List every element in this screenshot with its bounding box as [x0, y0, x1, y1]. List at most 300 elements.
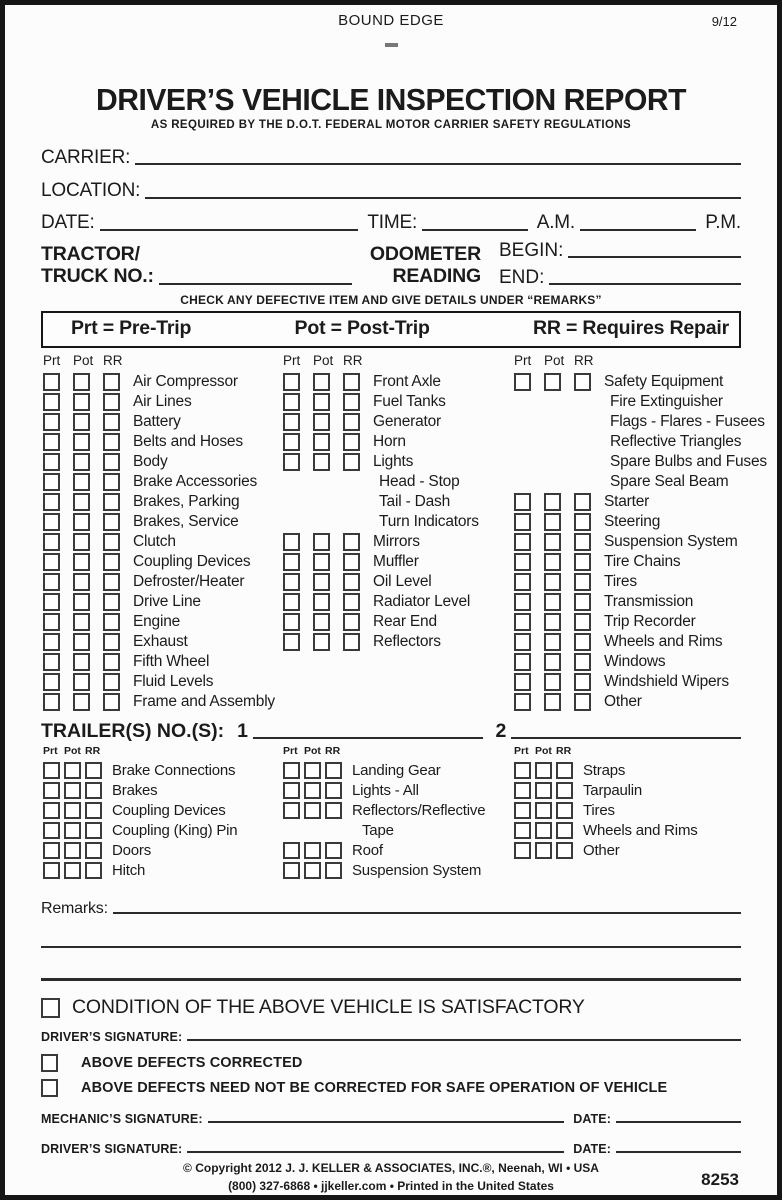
rr-checkbox[interactable]	[556, 802, 573, 819]
pot-checkbox[interactable]	[544, 493, 561, 511]
pot-checkbox[interactable]	[73, 633, 90, 651]
defects-not-needed-label: ABOVE DEFECTS NEED NOT BE CORRECTED FOR SAFE OPERATION OF VEHICLE	[81, 1080, 668, 1097]
trailer-checklist	[41, 745, 741, 881]
item-label: Lights	[373, 453, 414, 471]
rr-checkbox[interactable]	[103, 593, 120, 611]
top-strip	[41, 12, 741, 30]
prt-checkbox[interactable]	[43, 493, 60, 511]
item-label: Battery	[133, 413, 181, 431]
remarks-input-line-3[interactable]	[41, 978, 741, 981]
item-label: Tires	[604, 573, 637, 591]
pot-checkbox[interactable]	[544, 533, 561, 551]
date-input-line[interactable]	[100, 228, 359, 231]
rr-checkbox[interactable]	[103, 513, 120, 531]
checklist-item	[43, 841, 283, 861]
prt-header: Prt	[514, 744, 529, 757]
prt-checkbox[interactable]	[514, 762, 531, 779]
pot-checkbox[interactable]	[313, 453, 330, 471]
pot-header: Pot	[64, 744, 81, 757]
rr-checkbox[interactable]	[103, 373, 120, 391]
item-label: Fifth Wheel	[133, 653, 210, 671]
rr-checkbox[interactable]	[85, 802, 102, 819]
prt-checkbox[interactable]	[43, 613, 60, 631]
time-label: TIME:	[367, 212, 418, 234]
item-label: Air Compressor	[133, 373, 238, 391]
driver-signature-bottom-row	[41, 1142, 741, 1156]
rr-checkbox[interactable]	[325, 782, 342, 799]
rr-checkbox[interactable]	[325, 762, 342, 779]
rr-checkbox[interactable]	[103, 693, 120, 711]
pot-checkbox[interactable]	[313, 413, 330, 431]
prt-checkbox[interactable]	[514, 493, 531, 511]
prt-checkbox[interactable]	[514, 573, 531, 591]
pot-checkbox[interactable]	[313, 393, 330, 411]
pot-checkbox[interactable]	[64, 802, 81, 819]
checklist-subitem	[283, 492, 514, 512]
rr-checkbox[interactable]	[103, 433, 120, 451]
prt-checkbox[interactable]	[514, 593, 531, 611]
rr-checkbox[interactable]	[574, 593, 591, 611]
item-label: Head - Stop	[379, 473, 460, 491]
odometer-label: ODOMETER READING	[369, 243, 481, 288]
rr-checkbox[interactable]	[103, 493, 120, 511]
rr-checkbox[interactable]	[343, 553, 360, 571]
mechanic-signature-label: MECHANIC’S SIGNATURE:	[41, 1112, 203, 1127]
defects-corrected-label: ABOVE DEFECTS CORRECTED	[81, 1055, 303, 1072]
time-pm-line[interactable]	[580, 228, 696, 231]
item-label: Brakes, Service	[133, 513, 239, 531]
pot-checkbox[interactable]	[73, 493, 90, 511]
pot-checkbox[interactable]	[64, 822, 81, 839]
checklist-item	[43, 692, 283, 712]
prt-checkbox[interactable]	[43, 762, 60, 779]
pot-checkbox[interactable]	[313, 373, 330, 391]
pot-checkbox[interactable]	[64, 842, 81, 859]
bound-edge-label: BOUND EDGE	[338, 12, 444, 29]
odometer-begin-end	[499, 241, 741, 288]
checklist-item	[283, 412, 514, 432]
pot-checkbox[interactable]	[73, 533, 90, 551]
pot-header: Pot	[73, 353, 94, 369]
rr-checkbox[interactable]	[574, 613, 591, 631]
driver-signature-line[interactable]	[187, 1038, 741, 1041]
pot-checkbox[interactable]	[544, 693, 561, 711]
rr-checkbox[interactable]	[343, 593, 360, 611]
pot-checkbox[interactable]	[73, 473, 90, 491]
pot-checkbox[interactable]	[73, 553, 90, 571]
trailer-column-3	[514, 745, 741, 881]
defects-corrected-row	[41, 1054, 741, 1072]
prt-checkbox[interactable]	[283, 453, 300, 471]
prt-checkbox[interactable]	[514, 822, 531, 839]
checklist-item	[43, 432, 283, 452]
checklist-subitem	[283, 472, 514, 492]
condition-satisfactory-label: CONDITION OF THE ABOVE VEHICLE IS SATISFACTORY	[72, 996, 585, 1019]
checklist-item	[43, 472, 283, 492]
prt-checkbox[interactable]	[283, 533, 300, 551]
remarks-input-line-2[interactable]	[41, 946, 741, 948]
pot-checkbox[interactable]	[73, 433, 90, 451]
prt-checkbox[interactable]	[283, 573, 300, 591]
prt-checkbox[interactable]	[283, 413, 300, 431]
pot-checkbox[interactable]	[304, 862, 321, 879]
rr-checkbox[interactable]	[343, 633, 360, 651]
checklist-item	[283, 841, 514, 861]
prt-checkbox[interactable]	[43, 413, 60, 431]
prt-checkbox[interactable]	[283, 593, 300, 611]
prt-checkbox[interactable]	[283, 553, 300, 571]
carrier-input-line[interactable]	[135, 162, 741, 165]
prt-checkbox[interactable]	[283, 802, 300, 819]
item-label: Engine	[133, 613, 181, 631]
item-label: Spare Seal Beam	[610, 473, 729, 491]
item-label: Brake Accessories	[133, 473, 258, 491]
mechanic-date-line[interactable]	[616, 1120, 741, 1123]
prt-checkbox[interactable]	[43, 513, 60, 531]
pot-checkbox[interactable]	[544, 373, 561, 391]
rr-checkbox[interactable]	[343, 533, 360, 551]
prt-checkbox[interactable]	[43, 862, 60, 879]
pot-checkbox[interactable]	[73, 613, 90, 631]
date-time-row	[41, 213, 741, 234]
item-label: Windshield Wipers	[604, 673, 729, 691]
column-header	[283, 745, 514, 760]
prt-checkbox[interactable]	[283, 373, 300, 391]
item-label: Front Axle	[373, 373, 441, 391]
rr-checkbox[interactable]	[103, 673, 120, 691]
prt-checkbox[interactable]	[43, 802, 60, 819]
prt-checkbox[interactable]	[514, 673, 531, 691]
prt-checkbox[interactable]	[514, 613, 531, 631]
prt-checkbox[interactable]	[514, 693, 531, 711]
rr-checkbox[interactable]	[343, 433, 360, 451]
legend-pretrip: Prt = Pre-Trip	[71, 317, 192, 340]
pot-checkbox[interactable]	[73, 653, 90, 671]
prt-checkbox[interactable]	[283, 842, 300, 859]
item-label: Clutch	[133, 533, 176, 551]
trailer-column-2	[283, 745, 514, 881]
pot-checkbox[interactable]	[544, 633, 561, 651]
prt-checkbox[interactable]	[514, 802, 531, 819]
item-label: Fire Extinguisher	[610, 393, 723, 411]
pot-checkbox[interactable]	[304, 802, 321, 819]
item-label: Wheels and Rims	[583, 822, 698, 840]
pot-checkbox[interactable]	[544, 593, 561, 611]
rr-checkbox[interactable]	[85, 862, 102, 879]
column-header	[43, 353, 283, 371]
rr-checkbox[interactable]	[574, 633, 591, 651]
prt-checkbox[interactable]	[43, 673, 60, 691]
trailer-1-label: 1	[237, 720, 248, 743]
vehicle-column-2	[283, 353, 514, 712]
pot-header: Pot	[544, 353, 565, 369]
odometer-begin-line[interactable]	[568, 255, 741, 258]
pot-checkbox[interactable]	[544, 613, 561, 631]
trailer-1-input-line[interactable]	[253, 736, 483, 739]
checklist-item	[43, 392, 283, 412]
rr-checkbox[interactable]	[343, 453, 360, 471]
checklist-item	[43, 612, 283, 632]
checklist-item	[514, 821, 741, 841]
checklist-item	[514, 692, 767, 712]
rr-checkbox[interactable]	[85, 842, 102, 859]
rr-checkbox[interactable]	[574, 673, 591, 691]
pot-checkbox[interactable]	[313, 573, 330, 591]
prt-checkbox[interactable]	[283, 762, 300, 779]
rr-checkbox[interactable]	[85, 782, 102, 799]
checklist-subitem	[514, 432, 767, 452]
pot-checkbox[interactable]	[64, 862, 81, 879]
page-subtitle: AS REQUIRED BY THE D.O.T. FEDERAL MOTOR CARRIER SAFETY REGULATIONS	[150, 118, 632, 131]
item-label: Flags - Flares - Fusees	[610, 413, 765, 431]
pot-checkbox[interactable]	[313, 533, 330, 551]
pot-checkbox[interactable]	[64, 782, 81, 799]
rr-checkbox[interactable]	[556, 842, 573, 859]
prt-checkbox[interactable]	[514, 653, 531, 671]
rr-checkbox[interactable]	[103, 393, 120, 411]
pot-header: Pot	[304, 744, 321, 757]
prt-checkbox[interactable]	[43, 553, 60, 571]
checklist-item	[43, 572, 283, 592]
rr-checkbox[interactable]	[103, 473, 120, 491]
legend-box	[41, 311, 741, 348]
date-label: DATE:	[41, 212, 95, 234]
rr-checkbox[interactable]	[85, 762, 102, 779]
rr-checkbox[interactable]	[325, 862, 342, 879]
item-label: Safety Equipment	[604, 373, 724, 391]
rr-checkbox[interactable]	[574, 573, 591, 591]
footer	[41, 1159, 741, 1195]
pot-checkbox[interactable]	[304, 762, 321, 779]
item-label: Generator	[373, 413, 441, 431]
checklist-item	[514, 801, 741, 821]
prt-header: Prt	[283, 353, 301, 369]
pot-checkbox[interactable]	[304, 782, 321, 799]
pot-checkbox[interactable]	[73, 673, 90, 691]
checklist-item	[283, 452, 514, 472]
rr-checkbox[interactable]	[103, 573, 120, 591]
rr-checkbox[interactable]	[574, 553, 591, 571]
item-label: Roof	[352, 842, 383, 860]
prt-checkbox[interactable]	[43, 593, 60, 611]
rr-checkbox[interactable]	[103, 653, 120, 671]
checklist-item	[283, 392, 514, 412]
prt-checkbox[interactable]	[43, 693, 60, 711]
prt-checkbox[interactable]	[283, 393, 300, 411]
pot-checkbox[interactable]	[544, 653, 561, 671]
prt-checkbox[interactable]	[43, 633, 60, 651]
trailer-numbers-row	[41, 721, 741, 741]
item-label: Wheels and Rims	[604, 633, 723, 651]
prt-checkbox[interactable]	[514, 373, 531, 391]
item-label: Coupling Devices	[112, 802, 226, 820]
prt-checkbox[interactable]	[514, 513, 531, 531]
prt-checkbox[interactable]	[43, 473, 60, 491]
rr-checkbox[interactable]	[556, 782, 573, 799]
pot-checkbox[interactable]	[73, 693, 90, 711]
rr-checkbox[interactable]	[574, 533, 591, 551]
rr-checkbox[interactable]	[343, 413, 360, 431]
vehicle-checklist	[41, 353, 767, 712]
pot-checkbox[interactable]	[544, 673, 561, 691]
pot-checkbox[interactable]	[544, 573, 561, 591]
time-am-line[interactable]	[422, 228, 528, 231]
fold-mark	[385, 43, 398, 47]
odometer-end-line[interactable]	[549, 282, 741, 285]
rr-checkbox[interactable]	[103, 453, 120, 471]
checklist-item	[283, 761, 514, 781]
location-input-line[interactable]	[145, 196, 741, 199]
trailer-2-input-line[interactable]	[511, 736, 741, 739]
rr-checkbox[interactable]	[343, 373, 360, 391]
pot-checkbox[interactable]	[73, 453, 90, 471]
pot-checkbox[interactable]	[535, 822, 552, 839]
prt-checkbox[interactable]	[43, 573, 60, 591]
prt-checkbox[interactable]	[514, 842, 531, 859]
item-label: Exhaust	[133, 633, 188, 651]
rr-checkbox[interactable]	[325, 842, 342, 859]
pot-checkbox[interactable]	[535, 842, 552, 859]
checklist-item	[283, 781, 514, 801]
copyright-line-1: © Copyright 2012 J. J. KELLER & ASSOCIATES, INC.®, Neenah, WI • USA	[183, 1161, 599, 1176]
rr-checkbox[interactable]	[343, 393, 360, 411]
prt-checkbox[interactable]	[283, 782, 300, 799]
rr-checkbox[interactable]	[343, 613, 360, 631]
prt-checkbox[interactable]	[43, 433, 60, 451]
pot-checkbox[interactable]	[73, 573, 90, 591]
condition-satisfactory-checkbox[interactable]	[41, 998, 60, 1018]
am-label: A.M.	[536, 212, 575, 234]
tractor-number-line[interactable]	[159, 282, 352, 285]
pot-checkbox[interactable]	[535, 802, 552, 819]
prt-checkbox[interactable]	[43, 393, 60, 411]
prt-checkbox[interactable]	[283, 633, 300, 651]
driver-date-line[interactable]	[616, 1150, 741, 1153]
pot-checkbox[interactable]	[73, 373, 90, 391]
rr-checkbox[interactable]	[574, 693, 591, 711]
checklist-item	[514, 512, 767, 532]
pot-checkbox[interactable]	[544, 553, 561, 571]
page-code: 9/12	[711, 14, 737, 29]
rr-checkbox[interactable]	[85, 822, 102, 839]
item-label: Tires	[583, 802, 615, 820]
item-label: Brakes, Parking	[133, 493, 240, 511]
item-label: Spare Bulbs and Fuses	[610, 453, 767, 471]
checklist-item	[43, 672, 283, 692]
rr-checkbox[interactable]	[574, 513, 591, 531]
pot-checkbox[interactable]	[535, 782, 552, 799]
rr-checkbox[interactable]	[103, 633, 120, 651]
pot-checkbox[interactable]	[73, 593, 90, 611]
prt-checkbox[interactable]	[283, 433, 300, 451]
remarks-input-line-1[interactable]	[113, 911, 741, 914]
item-label: Tail - Dash	[379, 493, 451, 511]
item-label: Trip Recorder	[604, 613, 696, 631]
pot-checkbox[interactable]	[73, 513, 90, 531]
mechanic-signature-line[interactable]	[208, 1120, 565, 1123]
item-label: Defroster/Heater	[133, 573, 245, 591]
condition-satisfactory-row	[41, 996, 741, 1019]
prt-checkbox[interactable]	[514, 782, 531, 799]
rr-checkbox[interactable]	[103, 553, 120, 571]
item-label: Tape	[362, 822, 394, 840]
begin-label: BEGIN:	[499, 240, 564, 262]
rr-checkbox[interactable]	[556, 822, 573, 839]
checklist-item	[283, 552, 514, 572]
prt-checkbox[interactable]	[283, 613, 300, 631]
rr-checkbox[interactable]	[325, 802, 342, 819]
checklist-item	[43, 781, 283, 801]
column-header	[283, 353, 514, 371]
checklist-subitem	[514, 472, 767, 492]
pot-checkbox[interactable]	[73, 413, 90, 431]
pot-checkbox[interactable]	[313, 633, 330, 651]
item-label: Reflectors	[373, 633, 441, 651]
pot-checkbox[interactable]	[313, 553, 330, 571]
prt-checkbox[interactable]	[43, 822, 60, 839]
checklist-item	[514, 372, 767, 392]
pot-checkbox[interactable]	[313, 593, 330, 611]
pot-checkbox[interactable]	[313, 433, 330, 451]
pot-checkbox[interactable]	[304, 842, 321, 859]
pot-checkbox[interactable]	[73, 393, 90, 411]
driver-signature-bottom-line[interactable]	[187, 1150, 564, 1153]
rr-checkbox[interactable]	[574, 653, 591, 671]
column-header	[43, 745, 283, 760]
checklist-item	[283, 572, 514, 592]
checklist-item	[43, 452, 283, 472]
legend-requires-repair: RR = Requires Repair	[533, 317, 729, 340]
item-label: Fluid Levels	[133, 673, 214, 691]
defects-not-needed-checkbox[interactable]	[41, 1079, 58, 1097]
prt-checkbox[interactable]	[43, 453, 60, 471]
prt-checkbox[interactable]	[283, 862, 300, 879]
prt-header: Prt	[43, 353, 61, 369]
pot-checkbox[interactable]	[544, 513, 561, 531]
rr-checkbox[interactable]	[556, 762, 573, 779]
checklist-item	[514, 652, 767, 672]
prt-checkbox[interactable]	[514, 633, 531, 651]
rr-checkbox[interactable]	[574, 493, 591, 511]
column-header	[514, 745, 741, 760]
pot-checkbox[interactable]	[64, 762, 81, 779]
rr-checkbox[interactable]	[574, 373, 591, 391]
checklist-item	[283, 612, 514, 632]
prt-checkbox[interactable]	[43, 653, 60, 671]
rr-checkbox[interactable]	[103, 533, 120, 551]
pot-checkbox[interactable]	[535, 762, 552, 779]
checklist-item	[514, 492, 767, 512]
rr-checkbox[interactable]	[343, 573, 360, 591]
pot-checkbox[interactable]	[313, 613, 330, 631]
checklist-item	[514, 761, 741, 781]
rr-header: RR	[103, 353, 123, 369]
prt-checkbox[interactable]	[514, 553, 531, 571]
rr-header: RR	[85, 744, 101, 757]
checklist-item	[283, 861, 514, 881]
prt-checkbox[interactable]	[43, 782, 60, 799]
prt-checkbox[interactable]	[43, 533, 60, 551]
prt-checkbox[interactable]	[514, 533, 531, 551]
rr-checkbox[interactable]	[103, 413, 120, 431]
driver-signature-label: DRIVER’S SIGNATURE:	[41, 1030, 183, 1045]
prt-checkbox[interactable]	[43, 373, 60, 391]
rr-checkbox[interactable]	[103, 613, 120, 631]
tractor-truck-label: TRACTOR/ TRUCK NO.:	[41, 243, 154, 288]
prt-checkbox[interactable]	[43, 842, 60, 859]
item-label: Landing Gear	[352, 762, 441, 780]
defects-corrected-checkbox[interactable]	[41, 1054, 58, 1072]
